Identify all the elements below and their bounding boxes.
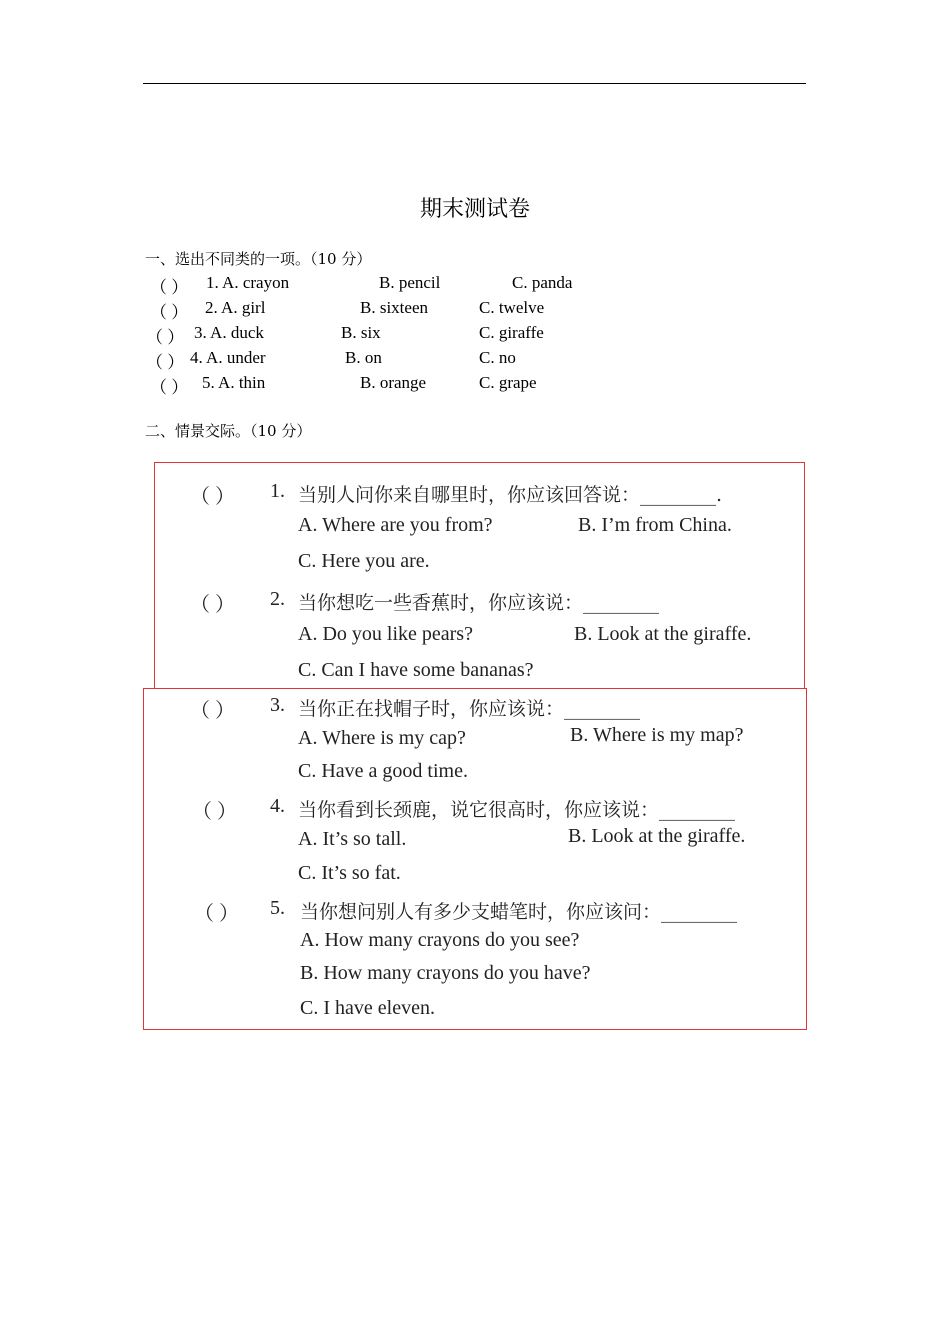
question-prompt: 当你正在找帽子时，你应该说：________ xyxy=(298,698,641,720)
answer-bracket[interactable]: （ ） xyxy=(150,278,189,297)
answer-bracket[interactable]: （ ） xyxy=(190,700,235,722)
answer-bracket[interactable]: （ ） xyxy=(150,303,189,322)
option-b: B. Where is my map? xyxy=(570,724,744,746)
section-1-heading: 一、选出不同类的一项。（10 分） xyxy=(145,250,372,268)
option-a: A. Do you like pears? xyxy=(298,623,473,645)
question-option-a: 5. A. thin xyxy=(202,373,266,392)
question-prompt: 当你看到长颈鹿，说它很高时，你应该说：________ xyxy=(298,799,736,821)
question-option-c: C. no xyxy=(479,348,516,367)
question-number: 3. xyxy=(270,694,285,716)
question-option-a: 2. A. girl xyxy=(205,298,266,317)
question-option-b: B. orange xyxy=(360,373,427,392)
question-option-c: C. twelve xyxy=(479,298,545,317)
question-option-b: B. six xyxy=(341,323,381,342)
question-option-c: C. giraffe xyxy=(479,323,544,342)
answer-bracket[interactable]: （ ） xyxy=(146,328,185,347)
question-number: 4. xyxy=(270,795,285,817)
option-a: A. How many crayons do you see? xyxy=(300,929,580,951)
answer-bracket[interactable]: （ ） xyxy=(150,378,189,397)
question-option-c: C. panda xyxy=(512,273,573,292)
option-c: C. I have eleven. xyxy=(300,997,435,1019)
question-prompt: 当你想问别人有多少支蜡笔时，你应该问：________ xyxy=(300,901,738,923)
option-b: B. Look at the giraffe. xyxy=(574,623,752,645)
question-option-a: 3. A. duck xyxy=(194,323,264,342)
option-c: C. Can I have some bananas? xyxy=(298,659,534,681)
answer-bracket[interactable]: （ ） xyxy=(190,594,235,616)
header-rule xyxy=(143,83,806,84)
question-option-b: B. on xyxy=(345,348,382,367)
answer-bracket[interactable]: （ ） xyxy=(146,353,185,372)
option-c: C. Have a good time. xyxy=(298,760,468,782)
option-a: A. It’s so tall. xyxy=(298,828,407,850)
option-c: C. It’s so fat. xyxy=(298,862,401,884)
section-2-heading: 二、情景交际。（10 分） xyxy=(145,422,312,440)
question-number: 2. xyxy=(270,588,285,610)
question-number: 5. xyxy=(270,897,285,919)
answer-bracket[interactable]: （ ） xyxy=(190,486,235,508)
answer-bracket[interactable]: （ ） xyxy=(192,801,237,823)
question-prompt: 当你想吃一些香蕉时，你应该说：________ xyxy=(298,592,660,614)
question-option-a: 4. A. under xyxy=(190,348,266,367)
page-title: 期末测试卷 xyxy=(419,197,530,222)
question-prompt: 当别人问你来自哪里时，你应该回答说：________. xyxy=(298,484,723,506)
question-option-b: B. pencil xyxy=(379,273,441,292)
option-b: B. I’m from China. xyxy=(578,514,732,536)
option-c: C. Here you are. xyxy=(298,550,430,572)
option-a: A. Where are you from? xyxy=(298,514,493,536)
option-b: B. How many crayons do you have? xyxy=(300,962,591,984)
question-number: 1. xyxy=(270,480,285,502)
question-option-a: 1. A. crayon xyxy=(206,273,290,292)
answer-bracket[interactable]: （ ） xyxy=(194,903,239,925)
option-a: A. Where is my cap? xyxy=(298,727,466,749)
question-option-c: C. grape xyxy=(479,373,537,392)
option-b: B. Look at the giraffe. xyxy=(568,825,746,847)
question-option-b: B. sixteen xyxy=(360,298,428,317)
